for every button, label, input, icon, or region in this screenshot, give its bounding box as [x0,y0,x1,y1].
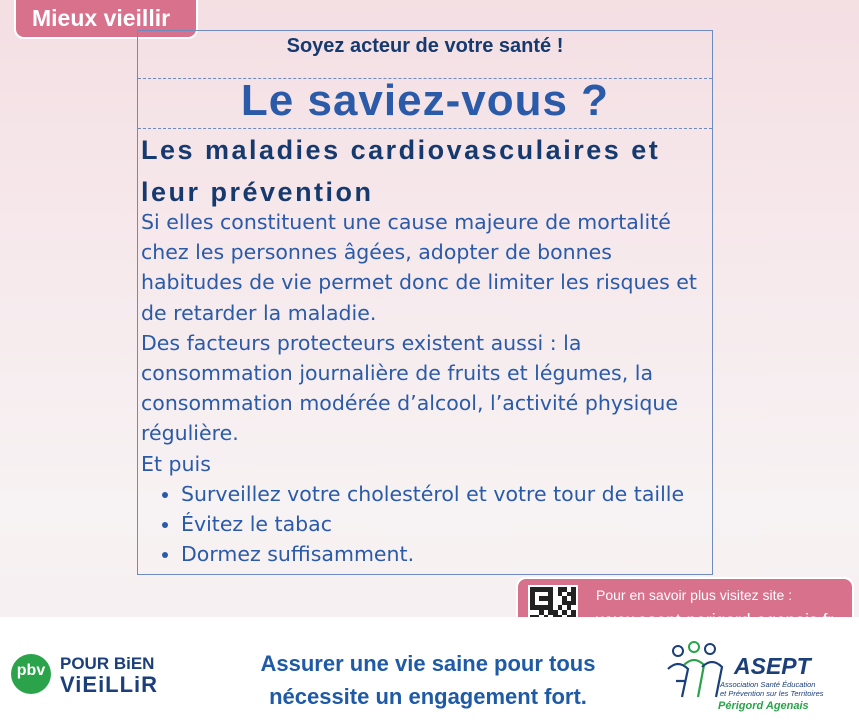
list-item: • Évitez le tabac [181,509,711,539]
asept-name: ASEPT [734,653,811,679]
advice-list [141,479,711,570]
card-headline: Le saviez-vous ? [240,76,610,125]
paragraph-2: Des facteurs protecteurs existent aussi : la consommation journalière de fruits et légumes, la consommation modérée d’alcool, l’activité physique régulière. [141,330,678,446]
pbv-brand-line2: ViEiLLiR [60,672,159,697]
footer-slogan [228,647,628,713]
pbv-brand-line1: POUR BiEN [60,654,155,673]
card-subtitle: Soyez acteur de votre santé ! [286,35,564,57]
body-text [141,207,711,569]
asept-desc-line-1: Association Santé Éducation [720,680,816,689]
slogan-line-1: Assurer une vie saine pour tous [260,651,596,676]
list-item: • Dormez suffisamment. [181,539,711,569]
list-item: • Surveillez votre cholestérol et votre tour de taille [181,479,711,509]
info-card [137,30,713,575]
asept-region: Périgord Agenais [718,700,809,712]
more-info-label: Pour en savoir plus visitez site : [596,587,793,603]
footer [0,617,859,720]
asept-description [720,680,850,698]
paragraph-1: Si elles constituent une cause majeure de mortalité chez les personnes âgées, adopter de bonnes habitudes de vie permet donc de limiter les risques et de retarder la maladie. [141,210,697,325]
slogan-line-2: nécessite un engagement fort. [269,684,587,709]
category-tag: Mieux vieillir [14,0,198,39]
pbv-logo-icon: pbv [11,654,51,694]
section-title: Les maladies cardiovasculaires et leur prévention [141,135,661,207]
asept-desc-line-2: et Prévention sur les Territoires [720,689,824,698]
paragraph-3: Et puis [141,451,211,476]
